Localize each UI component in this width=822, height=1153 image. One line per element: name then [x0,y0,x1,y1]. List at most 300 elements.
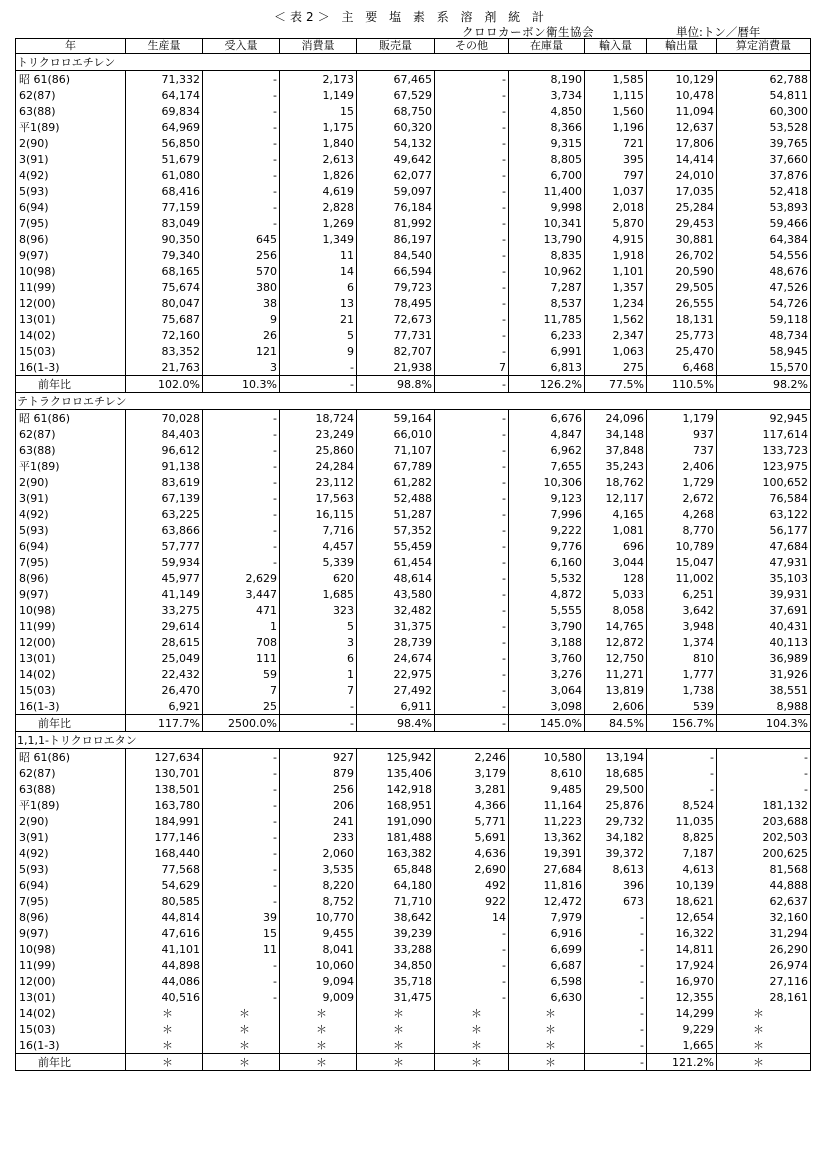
year-cell: 63(88) [16,103,126,119]
value-cell: 48,614 [357,570,435,586]
year-cell: 63(88) [16,781,126,797]
value-cell: - [435,247,509,263]
value-cell: 25,049 [126,650,203,666]
table-row [16,135,811,151]
value-cell: 3,064 [509,682,585,698]
value-cell: 7,655 [509,458,585,474]
value-cell: 8,058 [585,602,647,618]
year-cell: 12(00) [16,295,126,311]
value-cell: 22,432 [126,666,203,682]
value-cell: 6,813 [509,359,585,376]
value-cell: 3,760 [509,650,585,666]
table-row [16,1021,811,1037]
value-cell: 15,570 [717,359,811,376]
value-cell: 57,352 [357,522,435,538]
column-header: その他 [435,39,509,54]
value-cell: 61,080 [126,167,203,183]
value-cell: ＊ [435,1021,509,1037]
section-header-row [16,393,811,410]
value-cell: 81,992 [357,215,435,231]
table-row [16,263,811,279]
value-cell: 233 [280,829,357,845]
table-row [16,989,811,1005]
year-cell: 4(92) [16,506,126,522]
year-cell: 3(91) [16,490,126,506]
value-cell: - [203,167,280,183]
value-cell: 128 [585,570,647,586]
year-cell: 12(00) [16,973,126,989]
ratio-cell: 84.5% [585,715,647,732]
value-cell: 17,035 [647,183,717,199]
value-cell: 51,679 [126,151,203,167]
value-cell: 200,625 [717,845,811,861]
value-cell: 71,107 [357,442,435,458]
value-cell: - [435,522,509,538]
table-row [16,602,811,618]
table-row [16,426,811,442]
value-cell: 3 [280,634,357,650]
value-cell: 6,630 [509,989,585,1005]
table-row [16,698,811,715]
value-cell: 60,320 [357,119,435,135]
value-cell: - [203,829,280,845]
value-cell: 1,840 [280,135,357,151]
year-cell: 9(97) [16,925,126,941]
value-cell: 29,614 [126,618,203,634]
value-cell: 4,165 [585,506,647,522]
value-cell: 29,500 [585,781,647,797]
value-cell: 82,707 [357,343,435,359]
year-cell: 2(90) [16,135,126,151]
value-cell: 59,097 [357,183,435,199]
year-cell: 10(98) [16,263,126,279]
value-cell: ＊ [203,1021,280,1037]
value-cell: ＊ [280,1005,357,1021]
value-cell: 59,466 [717,215,811,231]
value-cell: 72,673 [357,311,435,327]
value-cell: 27,116 [717,973,811,989]
value-cell: - [585,1005,647,1021]
value-cell: 9,485 [509,781,585,797]
value-cell: 15,047 [647,554,717,570]
value-cell: 69,834 [126,103,203,119]
value-cell: 4,847 [509,426,585,442]
value-cell: 79,340 [126,247,203,263]
value-cell: 2,606 [585,698,647,715]
value-cell: 8,752 [280,893,357,909]
value-cell: 9,315 [509,135,585,151]
value-cell: 10,306 [509,474,585,490]
year-cell: 2(90) [16,474,126,490]
table-row [16,231,811,247]
value-cell: 181,488 [357,829,435,845]
value-cell: 8,190 [509,71,585,88]
value-cell: - [203,765,280,781]
value-cell: - [203,781,280,797]
value-cell: 63,866 [126,522,203,538]
value-cell: 26,290 [717,941,811,957]
value-cell: 6,699 [509,941,585,957]
value-cell: 168,440 [126,845,203,861]
value-cell: 14 [280,263,357,279]
ratio-label: 前年比 [16,1054,126,1071]
value-cell: 570 [203,263,280,279]
value-cell: 39 [203,909,280,925]
value-cell: 7 [280,682,357,698]
unit-label: 単位:トン／暦年 [676,25,761,39]
value-cell: 76,584 [717,490,811,506]
ratio-cell: 2500.0% [203,715,280,732]
value-cell: 55,459 [357,538,435,554]
value-cell: 41,149 [126,586,203,602]
value-cell: 5,691 [435,829,509,845]
value-cell: - [203,119,280,135]
value-cell: 61,282 [357,474,435,490]
value-cell: 40,516 [126,989,203,1005]
value-cell: 9,998 [509,199,585,215]
value-cell: 1,585 [585,71,647,88]
header-row [16,39,811,54]
value-cell: 16,322 [647,925,717,941]
value-cell: 1,738 [647,682,717,698]
value-cell: 6 [280,279,357,295]
value-cell: 1,063 [585,343,647,359]
value-cell: ＊ [509,1021,585,1037]
value-cell: 12,637 [647,119,717,135]
year-cell: 8(96) [16,570,126,586]
value-cell: 275 [585,359,647,376]
value-cell: 10,139 [647,877,717,893]
value-cell: - [203,490,280,506]
value-cell: - [435,586,509,602]
value-cell: 37,691 [717,602,811,618]
value-cell: - [435,634,509,650]
value-cell: 34,850 [357,957,435,973]
value-cell: 13,819 [585,682,647,698]
value-cell: 922 [435,893,509,909]
year-cell: 16(1-3) [16,698,126,715]
value-cell: 23,112 [280,474,357,490]
table-row [16,650,811,666]
value-cell: 14,811 [647,941,717,957]
value-cell: 31,475 [357,989,435,1005]
value-cell: 163,780 [126,797,203,813]
value-cell: 7 [203,682,280,698]
value-cell: 56,177 [717,522,811,538]
value-cell: 9,094 [280,973,357,989]
value-cell: - [435,343,509,359]
value-cell: 71,710 [357,893,435,909]
year-cell: 7(95) [16,215,126,231]
value-cell: 3,098 [509,698,585,715]
ratio-cell: - [435,715,509,732]
value-cell: 21,938 [357,359,435,376]
value-cell: ＊ [126,1005,203,1021]
value-cell: - [435,442,509,458]
column-header: 輸入量 [585,39,647,54]
value-cell: - [435,554,509,570]
value-cell: ＊ [126,1021,203,1037]
value-cell: 3,535 [280,861,357,877]
value-cell: - [203,845,280,861]
value-cell: 59,164 [357,410,435,427]
value-cell: - [435,215,509,231]
value-cell: 40,113 [717,634,811,650]
value-cell: 3,447 [203,586,280,602]
table-row [16,861,811,877]
table-row [16,199,811,215]
value-cell: - [435,474,509,490]
value-cell: - [585,941,647,957]
value-cell: 68,750 [357,103,435,119]
value-cell: 24,010 [647,167,717,183]
value-cell: 24,284 [280,458,357,474]
value-cell: 11 [203,941,280,957]
value-cell: 13,362 [509,829,585,845]
value-cell: 3,790 [509,618,585,634]
value-cell: 7,996 [509,506,585,522]
value-cell: 83,352 [126,343,203,359]
value-cell: 4,613 [647,861,717,877]
year-cell: 7(95) [16,893,126,909]
value-cell: 1,826 [280,167,357,183]
value-cell: 44,814 [126,909,203,925]
ratio-cell: 104.3% [717,715,811,732]
value-cell: 96,612 [126,442,203,458]
value-cell: 203,688 [717,813,811,829]
value-cell: 3 [203,359,280,376]
table-row [16,279,811,295]
value-cell: 26,470 [126,682,203,698]
value-cell: 27,684 [509,861,585,877]
value-cell: - [203,749,280,766]
value-cell: 13 [280,295,357,311]
ratio-cell: ＊ [435,1054,509,1071]
year-cell: 6(94) [16,199,126,215]
value-cell: 25 [203,698,280,715]
value-cell: - [203,554,280,570]
value-cell: - [585,925,647,941]
value-cell: 191,090 [357,813,435,829]
value-cell: 51,287 [357,506,435,522]
value-cell: 10,962 [509,263,585,279]
value-cell: 3,734 [509,87,585,103]
table-row [16,829,811,845]
value-cell: 71,332 [126,71,203,88]
value-cell: 48,676 [717,263,811,279]
value-cell: 30,881 [647,231,717,247]
value-cell: ＊ [509,1005,585,1021]
year-cell: 62(87) [16,426,126,442]
table-row [16,618,811,634]
value-cell: 4,636 [435,845,509,861]
value-cell: 27,492 [357,682,435,698]
value-cell: 181,132 [717,797,811,813]
table-row [16,103,811,119]
value-cell: 59,934 [126,554,203,570]
section-header-row [16,54,811,71]
value-cell: - [203,506,280,522]
value-cell: 25,470 [647,343,717,359]
value-cell: 8,524 [647,797,717,813]
value-cell: 737 [647,442,717,458]
ratio-cell: 102.0% [126,376,203,393]
value-cell: 2,347 [585,327,647,343]
value-cell: - [435,973,509,989]
year-cell: 12(00) [16,634,126,650]
value-cell: 6,962 [509,442,585,458]
value-cell: 2,690 [435,861,509,877]
year-cell: 10(98) [16,941,126,957]
value-cell: 35,243 [585,458,647,474]
ratio-row [16,376,811,393]
value-cell: 7 [435,359,509,376]
value-cell: 797 [585,167,647,183]
ratio-cell: - [280,376,357,393]
value-cell: 256 [280,781,357,797]
value-cell: 1,081 [585,522,647,538]
value-cell: 11,223 [509,813,585,829]
value-cell: 26 [203,327,280,343]
year-cell: 16(1-3) [16,1037,126,1054]
value-cell: 16,970 [647,973,717,989]
value-cell: 202,503 [717,829,811,845]
value-cell: 8,041 [280,941,357,957]
value-cell: 37,660 [717,151,811,167]
value-cell: 4,915 [585,231,647,247]
year-cell: 平1(89) [16,797,126,813]
table-row [16,522,811,538]
value-cell: 17,563 [280,490,357,506]
value-cell: 111 [203,650,280,666]
value-cell: 63,122 [717,506,811,522]
ratio-cell: 145.0% [509,715,585,732]
value-cell: 10,789 [647,538,717,554]
value-cell: 127,634 [126,749,203,766]
value-cell: 59,118 [717,311,811,327]
value-cell: - [203,199,280,215]
value-cell: 1,357 [585,279,647,295]
value-cell: 44,888 [717,877,811,893]
value-cell: 2,406 [647,458,717,474]
value-cell: - [435,989,509,1005]
value-cell: 18,131 [647,311,717,327]
value-cell: 396 [585,877,647,893]
value-cell: 135,406 [357,765,435,781]
value-cell: 35,103 [717,570,811,586]
column-header: 年 [16,39,126,54]
value-cell: 6,921 [126,698,203,715]
table-row [16,410,811,427]
ratio-cell: ＊ [509,1054,585,1071]
table-row [16,247,811,263]
value-cell: 11,002 [647,570,717,586]
value-cell: 1,685 [280,586,357,602]
value-cell: 19,391 [509,845,585,861]
value-cell: - [203,410,280,427]
value-cell: - [585,957,647,973]
value-cell: 6,160 [509,554,585,570]
value-cell: 60,300 [717,103,811,119]
value-cell: 15 [203,925,280,941]
value-cell: 4,268 [647,506,717,522]
value-cell: - [717,765,811,781]
value-cell: 673 [585,893,647,909]
table-row [16,666,811,682]
table-row [16,490,811,506]
value-cell: 927 [280,749,357,766]
year-cell: 9(97) [16,586,126,602]
value-cell: 6,233 [509,327,585,343]
value-cell: - [435,295,509,311]
value-cell: - [203,151,280,167]
value-cell: - [717,749,811,766]
table-title: ＜表2＞ 主 要 塩 素 系 溶 剤 統 計 [274,10,548,24]
value-cell: 7,716 [280,522,357,538]
value-cell: 86,197 [357,231,435,247]
value-cell: 1,101 [585,263,647,279]
year-cell: 13(01) [16,650,126,666]
value-cell: 54,811 [717,87,811,103]
value-cell: 77,159 [126,199,203,215]
table-row [16,215,811,231]
table-row [16,765,811,781]
column-header: 販売量 [357,39,435,54]
value-cell: 9,776 [509,538,585,554]
value-cell: 18,685 [585,765,647,781]
value-cell: 15 [280,103,357,119]
value-cell: ＊ [357,1021,435,1037]
year-cell: 13(01) [16,311,126,327]
value-cell: 2,828 [280,199,357,215]
table-row [16,682,811,698]
value-cell: 64,180 [357,877,435,893]
value-cell: - [435,941,509,957]
value-cell: 11,164 [509,797,585,813]
value-cell: 10,580 [509,749,585,766]
value-cell: ＊ [203,1037,280,1054]
value-cell: 90,350 [126,231,203,247]
value-cell: 44,086 [126,973,203,989]
value-cell: - [435,71,509,88]
value-cell: 6,687 [509,957,585,973]
value-cell: - [435,119,509,135]
value-cell: 91,138 [126,458,203,474]
value-cell: 47,684 [717,538,811,554]
value-cell: 25,876 [585,797,647,813]
value-cell: 2,173 [280,71,357,88]
value-cell: 35,718 [357,973,435,989]
table-row [16,813,811,829]
value-cell: 67,139 [126,490,203,506]
value-cell: - [585,973,647,989]
value-cell: 66,010 [357,426,435,442]
value-cell: 323 [280,602,357,618]
value-cell: 28,615 [126,634,203,650]
value-cell: 31,375 [357,618,435,634]
value-cell: 133,723 [717,442,811,458]
value-cell: 9,455 [280,925,357,941]
value-cell: 10,478 [647,87,717,103]
value-cell: - [203,877,280,893]
value-cell: 11,400 [509,183,585,199]
table-row [16,119,811,135]
table-row [16,295,811,311]
value-cell: 2,060 [280,845,357,861]
value-cell: 1,149 [280,87,357,103]
value-cell: - [203,973,280,989]
value-cell: 83,049 [126,215,203,231]
